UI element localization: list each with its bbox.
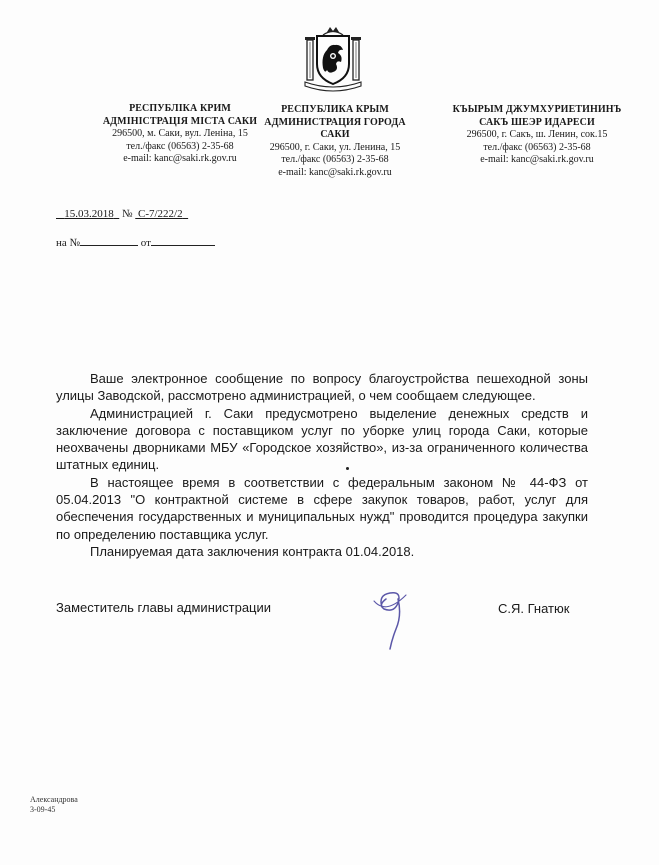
handwritten-signature bbox=[368, 585, 418, 651]
header-name-line2: АДМИНИСТРАЦИЯ ГОРОДА САКИ bbox=[264, 116, 406, 140]
body-paragraph: Ваше электронное сообщение по вопросу благоустройства пешеходной зоны улицы Заводской, рассмотрено администрацией, о чем сообщаем следующее. bbox=[56, 371, 588, 404]
letter-number: С-7/222/2 bbox=[138, 208, 183, 220]
header-block-russian bbox=[250, 104, 420, 179]
header-phone: тел./факс (06563) 2-35-68 bbox=[483, 141, 591, 153]
body-paragraph: Планируемая дата заключения контракта 01.04.2018. bbox=[90, 543, 415, 559]
header-name-line2: АДМІНІСТРАЦІЯ МІСТА САКИ bbox=[102, 115, 258, 127]
signatory-position: Заместитель главы администрации bbox=[56, 600, 272, 615]
header-phone: тел./факс (06563) 2-35-68 bbox=[281, 154, 389, 165]
incoming-number-blank bbox=[80, 234, 138, 246]
header-block-crimean-tatar bbox=[442, 104, 632, 167]
header-phone: тел./факс (06563) 2-35-68 bbox=[126, 140, 234, 152]
letter-body bbox=[56, 370, 588, 560]
header-name-line1: РЕСПУБЛІКА КРИМ bbox=[129, 103, 231, 114]
coat-of-arms-icon bbox=[303, 26, 363, 92]
header-address: 296500, г. Саки, ул. Ленина, 15 bbox=[269, 141, 401, 153]
outgoing-reference bbox=[56, 207, 188, 221]
executor-phone: 3-09-45 bbox=[30, 805, 56, 814]
incoming-reference bbox=[56, 234, 215, 250]
incoming-date-blank bbox=[151, 234, 215, 246]
header-email: e-mail: kanc@saki.rk.gov.ru bbox=[278, 166, 392, 178]
header-name-line1: РЕСПУБЛИКА КРЫМ bbox=[281, 104, 389, 115]
header-email: e-mail: kanc@saki.rk.gov.ru bbox=[480, 154, 594, 165]
header-address: 296500, м. Саки, вул. Леніна, 15 bbox=[112, 128, 248, 139]
body-paragraph: В настоящее время в соответствии с федеральным законом № 44-ФЗ от 05.04.2013 "О контрактной системе в сфере закупок товаров, работ, услуг для обеспечения государственных и муниципальных нужд" проводится процедура закупки по определению поставщика услуг. bbox=[56, 474, 588, 542]
letter-date: 15.03.2018 bbox=[64, 208, 114, 220]
body-paragraph: Администрацией г. Саки предусмотрено выделение денежных средств и заключение договора с поставщиком услуг по уборке улиц города Саки, которые неохвачены дворниками МБУ «Городское хозяйство», из-за ограниченного количества штатных единиц. bbox=[56, 405, 588, 473]
header-address: 296500, г. Сакъ, ш. Ленин, сок.15 bbox=[466, 129, 608, 140]
number-sign: № bbox=[122, 208, 133, 220]
na-label: на № bbox=[56, 237, 81, 249]
ot-label: от bbox=[140, 237, 151, 249]
executor-name: Александрова bbox=[30, 795, 78, 804]
signatory-name: С.Я. Гнатюк bbox=[498, 601, 570, 616]
header-email: e-mail: kanc@saki.rk.gov.ru bbox=[123, 153, 237, 164]
header-name-line2: САКЪ ШЕЭР ИДАРЕСИ bbox=[479, 116, 595, 128]
executor-info bbox=[30, 795, 78, 815]
scan-speck bbox=[346, 467, 349, 470]
header-name-line1: КЪЫРЫМ ДЖУМХУРИЕТИНИНЪ bbox=[452, 104, 622, 115]
